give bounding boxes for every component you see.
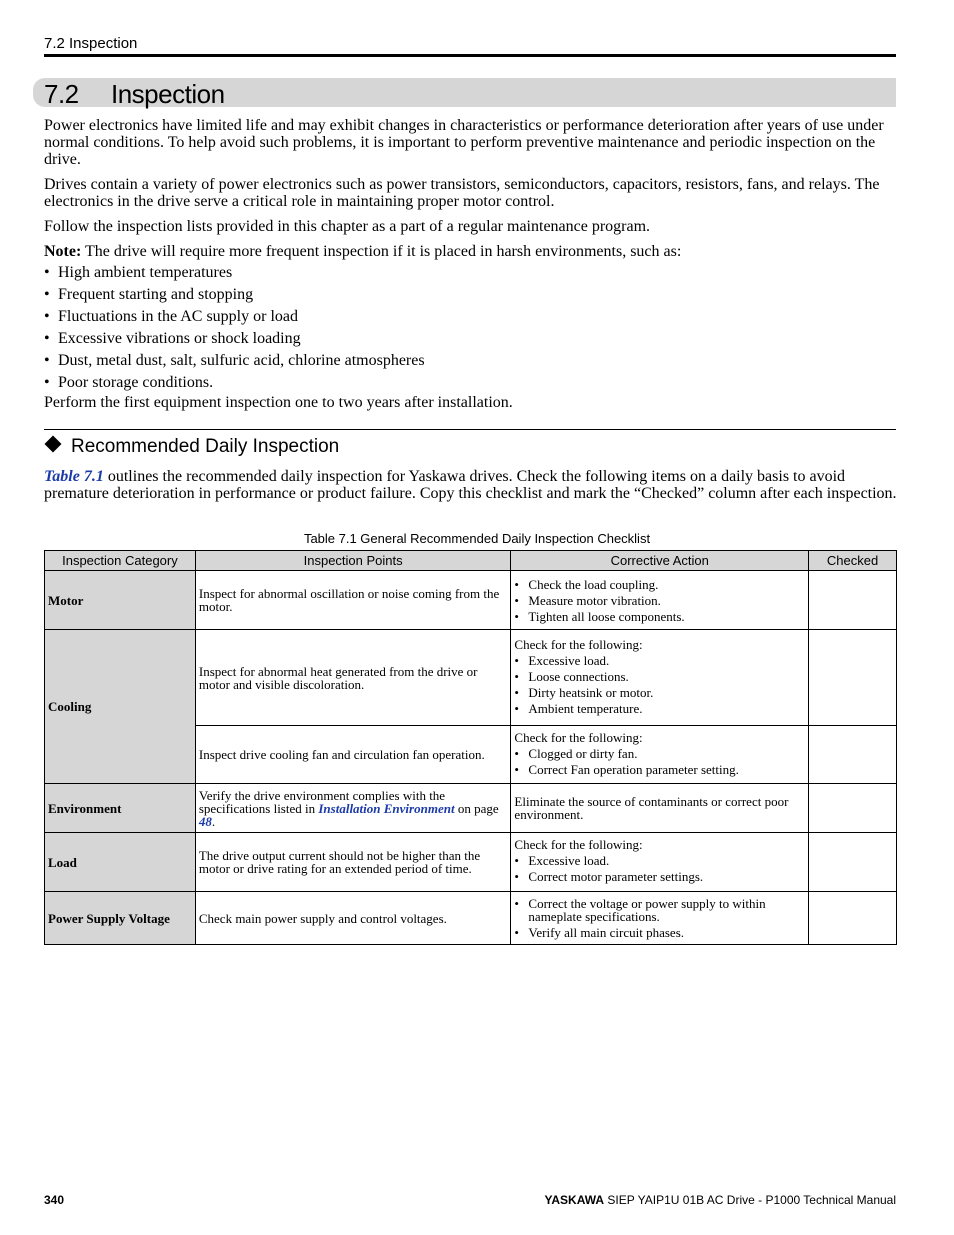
checked-cell[interactable] xyxy=(809,726,897,784)
corrective-action: • Correct the voltage or power supply to within nameplate specifications. • Verify all main circuit phases. xyxy=(511,892,809,945)
subsection-heading xyxy=(44,429,896,458)
subsection-paragraph: outlines the recommended daily inspection for Yaskawa drives. Check the following items on a daily basis to avoid premature deterioration in performance or product failure. Copy this checklist and mark the “Checked” column after each inspection. xyxy=(44,468,897,502)
intro-paragraph-3: Follow the inspection lists provided in this chapter as a part of a regular maintenance program. xyxy=(44,218,651,235)
section-heading-bar xyxy=(33,78,896,107)
intro-paragraph-2: Drives contain a variety of power electronics such as power transistors, semiconductors, capacitors, resistors, fans, and relays. The electronics in the drive serve a critical role in maintaining proper motor control. xyxy=(44,176,880,210)
table-row xyxy=(45,784,897,833)
diamond-bullet-icon xyxy=(45,436,62,453)
corrective-action: Eliminate the source of contaminants or correct poor environment. xyxy=(511,784,809,833)
table-7-1-link[interactable]: Table 7.1 xyxy=(44,468,104,485)
closing-paragraph: Perform the first equipment inspection one to two years after installation. xyxy=(44,394,513,411)
daily-inspection-table xyxy=(44,550,897,945)
category-load: Load xyxy=(45,833,196,892)
header-inspection-category: Inspection Category xyxy=(45,551,196,571)
manual-title: YASKAWA SIEP YAIP1U 01B AC Drive - P1000 Technical Manual xyxy=(544,1193,896,1207)
list-item: • Dust, metal dust, salt, sulfuric acid, chlorine atmospheres xyxy=(44,352,425,369)
corrective-action: • Check the load coupling. • Measure motor vibration. • Tighten all loose components. xyxy=(511,571,809,630)
note-label: Note: xyxy=(44,243,82,260)
inspection-point: The drive output current should not be higher than the motor or drive rating for an extended period of time. xyxy=(195,833,511,892)
checked-cell[interactable] xyxy=(809,784,897,833)
corrective-action: Check for the following: • Clogged or dirty fan. • Correct Fan operation parameter setting. xyxy=(511,726,809,784)
inspection-point: Inspect for abnormal heat generated from the drive or motor and visible discoloration. xyxy=(195,630,511,726)
category-environment: Environment xyxy=(45,784,196,833)
inspection-point: Check main power supply and control voltages. xyxy=(195,892,511,945)
table-row xyxy=(45,630,897,726)
page-number: 340 xyxy=(44,1193,65,1207)
inspection-point: Inspect for abnormal oscillation or noise coming from the motor. xyxy=(195,571,511,630)
table-header-row xyxy=(45,551,897,571)
list-item: • Poor storage conditions. xyxy=(44,374,214,391)
note-text: The drive will require more frequent inspection if it is placed in harsh environments, such as: xyxy=(81,243,682,260)
category-cooling: Cooling xyxy=(45,630,196,784)
page-footer xyxy=(44,1193,896,1207)
harsh-environment-list xyxy=(44,262,900,394)
running-head: 7.2 Inspection xyxy=(44,35,896,57)
list-item: • High ambient temperatures xyxy=(44,264,233,281)
inspection-point: Inspect drive cooling fan and circulation fan operation. xyxy=(195,726,511,784)
table-row xyxy=(45,892,897,945)
subsection-text xyxy=(44,468,900,510)
header-checked: Checked xyxy=(809,551,897,571)
note-paragraph xyxy=(44,243,900,260)
subsection-title: Recommended Daily Inspection xyxy=(71,436,340,457)
header-corrective-action: Corrective Action xyxy=(511,551,809,571)
section-title-text: Inspection xyxy=(111,79,225,109)
corrective-action: Check for the following: • Excessive load. • Loose connections. • Dirty heatsink or motor. • Ambient temperature. xyxy=(511,630,809,726)
corrective-action: Check for the following: • Excessive load. • Correct motor parameter settings. xyxy=(511,833,809,892)
intro-paragraph-1: Power electronics have limited life and may exhibit changes in characteristics or performance deterioration after years of use under normal conditions. To help avoid such problems, it is important to perform preventive maintenance and periodic inspection on the drive. xyxy=(44,117,884,168)
checked-cell[interactable] xyxy=(809,630,897,726)
section-title xyxy=(44,79,225,110)
checked-cell[interactable] xyxy=(809,571,897,630)
section-number: 7.2 xyxy=(44,79,79,109)
header-inspection-points: Inspection Points xyxy=(195,551,511,571)
category-power-supply-voltage: Power Supply Voltage xyxy=(45,892,196,945)
table-row xyxy=(45,833,897,892)
page-48-link[interactable]: 48 xyxy=(198,813,212,829)
checked-cell[interactable] xyxy=(809,833,897,892)
list-item: • Frequent starting and stopping xyxy=(44,286,254,303)
intro-text xyxy=(44,117,900,419)
brand-name: YASKAWA xyxy=(544,1193,605,1207)
list-item: • Excessive vibrations or shock loading xyxy=(44,330,301,347)
table-caption: Table 7.1 General Recommended Daily Inspection Checklist xyxy=(303,531,651,546)
inspection-point: Verify the drive environment complies with the specifications listed in Installation Environment on page 48. xyxy=(195,784,511,833)
list-item: • Fluctuations in the AC supply or load xyxy=(44,308,298,325)
checked-cell[interactable] xyxy=(809,892,897,945)
installation-environment-link[interactable]: Installation Environment xyxy=(318,800,455,816)
table-row xyxy=(45,571,897,630)
category-motor: Motor xyxy=(45,571,196,630)
